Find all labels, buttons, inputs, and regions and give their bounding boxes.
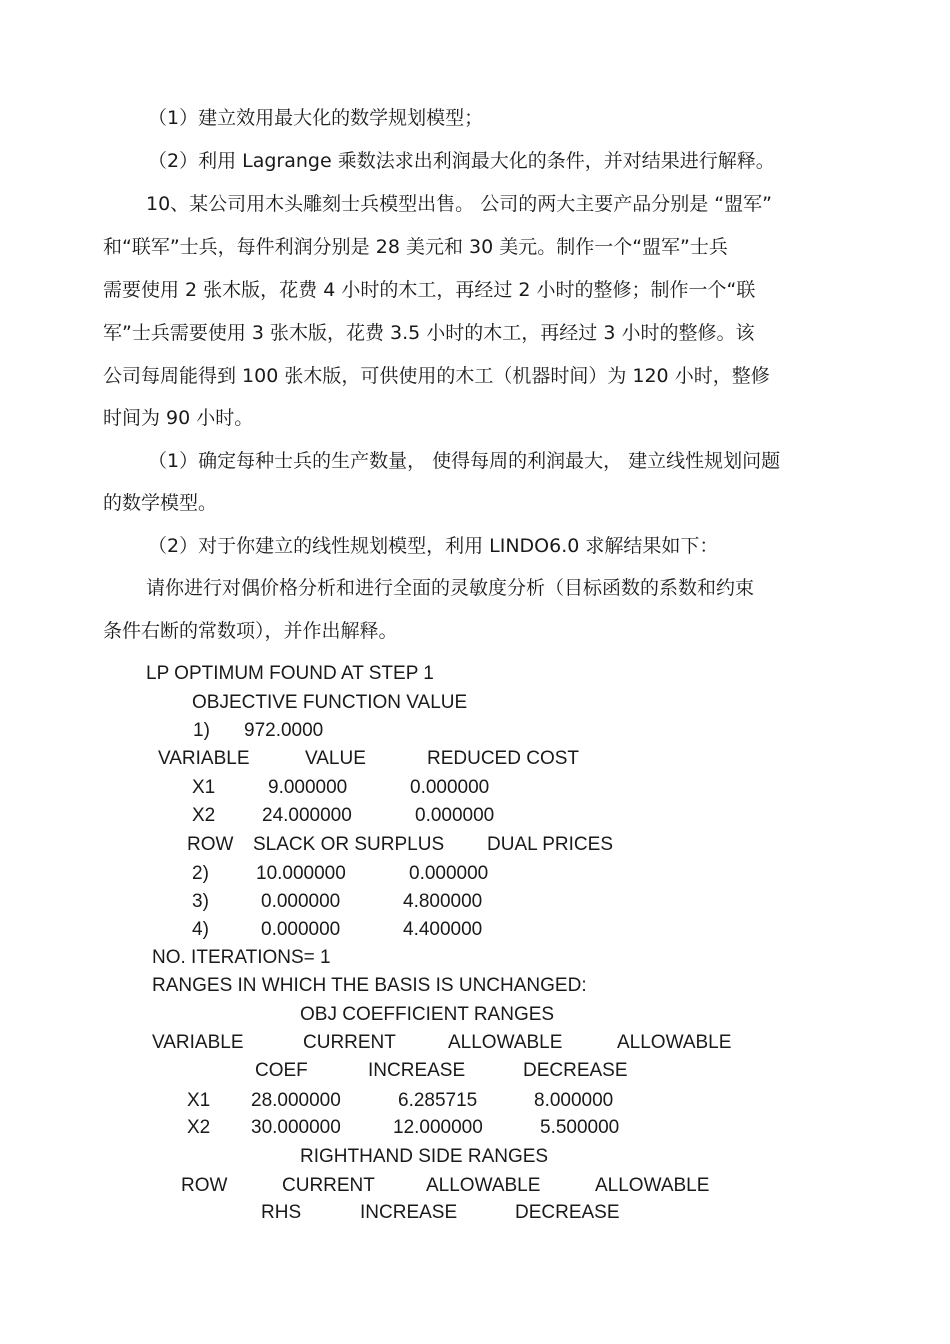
row-dual-price: 0.000000: [409, 863, 489, 884]
paragraph-5: 需要使用 2 张木版，花费 4 小时的木工，再经过 2 小时的整修；制作一个“联: [103, 279, 756, 301]
paragraph-9: （1）确定每种士兵的生产数量， 使得每周的利润最大， 建立线性规划问题: [148, 450, 781, 472]
obj-ranges-title: OBJ COEFFICIENT RANGES: [300, 1004, 555, 1025]
rhs-header-rhs: RHS: [261, 1202, 302, 1223]
rhs-header-allowable: ALLOWABLE: [595, 1175, 710, 1196]
obj-ranges-header-current: CURRENT: [303, 1032, 396, 1053]
row-slack-value: 0.000000: [261, 891, 341, 912]
obj-range-decrease: 5.500000: [540, 1117, 620, 1138]
obj-ranges-header-coef: COEF: [255, 1060, 308, 1081]
row-slack-value: 0.000000: [261, 919, 341, 940]
paragraph-8: 时间为 90 小时。: [103, 407, 254, 429]
obj-range-increase: 6.285715: [398, 1090, 478, 1111]
rhs-header-row: ROW: [181, 1175, 228, 1196]
lindo-objective-row-label: 1): [193, 720, 210, 741]
var-row-name: X2: [192, 805, 216, 826]
obj-ranges-header-allowable: ALLOWABLE: [617, 1032, 732, 1053]
row-dual-price: 4.800000: [403, 891, 483, 912]
paragraph-1: （1）建立效用最大化的数学规划模型；: [148, 107, 484, 129]
obj-range-current: 28.000000: [251, 1090, 341, 1111]
obj-ranges-header-variable: VARIABLE: [152, 1032, 244, 1053]
var-header-reduced-cost: REDUCED COST: [427, 748, 580, 769]
row-header-slack: SLACK OR SURPLUS: [253, 834, 445, 855]
obj-range-variable: X1: [187, 1090, 211, 1111]
rhs-header-current: CURRENT: [282, 1175, 375, 1196]
paragraph-11: （2）对于你建立的线性规划模型，利用 LINDO6.0 求解结果如下：: [148, 535, 719, 557]
row-label: 2): [192, 863, 209, 884]
var-row-reduced-cost: 0.000000: [415, 805, 495, 826]
lindo-objective-header: OBJECTIVE FUNCTION VALUE: [192, 692, 468, 713]
paragraph-12: 请你进行对偶价格分析和进行全面的灵敏度分析（目标函数的系数和约束: [146, 577, 755, 599]
var-header-value: VALUE: [305, 748, 366, 769]
paragraph-6: 军”士兵需要使用 3 张木版，花费 3.5 小时的木工，再经过 3 小时的整修。该: [103, 322, 755, 344]
paragraph-10: 的数学模型。: [103, 492, 218, 514]
obj-ranges-header-decrease: DECREASE: [523, 1060, 628, 1081]
row-header-row: ROW: [187, 834, 234, 855]
lindo-step-line: LP OPTIMUM FOUND AT STEP 1: [146, 663, 434, 684]
obj-range-current: 30.000000: [251, 1117, 341, 1138]
paragraph-3: 10、某公司用木头雕刻士兵模型出售。 公司的两大主要产品分别是 “盟军”: [146, 193, 772, 215]
rhs-header-decrease: DECREASE: [515, 1202, 620, 1223]
paragraph-13: 条件右断的常数项），并作出解释。: [103, 620, 398, 642]
rhs-ranges-title: RIGHTHAND SIDE RANGES: [300, 1146, 549, 1167]
obj-range-variable: X2: [187, 1117, 211, 1138]
row-label: 4): [192, 919, 209, 940]
obj-range-decrease: 8.000000: [534, 1090, 614, 1111]
paragraph-2: （2）利用 Lagrange 乘数法求出利润最大化的条件，并对结果进行解释。: [148, 150, 775, 172]
paragraph-4: 和“联军”士兵，每件利润分别是 28 美元和 30 美元。制作一个“盟军”士兵: [103, 236, 728, 258]
rhs-header-allowable: ALLOWABLE: [426, 1175, 541, 1196]
lindo-iterations: NO. ITERATIONS= 1: [152, 947, 331, 968]
lindo-objective-value: 972.0000: [244, 720, 324, 741]
rhs-header-increase: INCREASE: [360, 1202, 458, 1223]
var-row-value: 9.000000: [268, 777, 348, 798]
row-label: 3): [192, 891, 209, 912]
lindo-ranges-title: RANGES IN WHICH THE BASIS IS UNCHANGED:: [152, 975, 587, 996]
var-row-name: X1: [192, 777, 216, 798]
var-row-reduced-cost: 0.000000: [410, 777, 490, 798]
row-header-dual-prices: DUAL PRICES: [487, 834, 613, 855]
obj-range-increase: 12.000000: [393, 1117, 483, 1138]
obj-ranges-header-increase: INCREASE: [368, 1060, 466, 1081]
var-header-variable: VARIABLE: [158, 748, 250, 769]
row-slack-value: 10.000000: [256, 863, 346, 884]
row-dual-price: 4.400000: [403, 919, 483, 940]
obj-ranges-header-allowable: ALLOWABLE: [448, 1032, 563, 1053]
var-row-value: 24.000000: [262, 805, 352, 826]
paragraph-7: 公司每周能得到 100 张木版，可供使用的木工（机器时间）为 120 小时，整修: [103, 365, 770, 387]
